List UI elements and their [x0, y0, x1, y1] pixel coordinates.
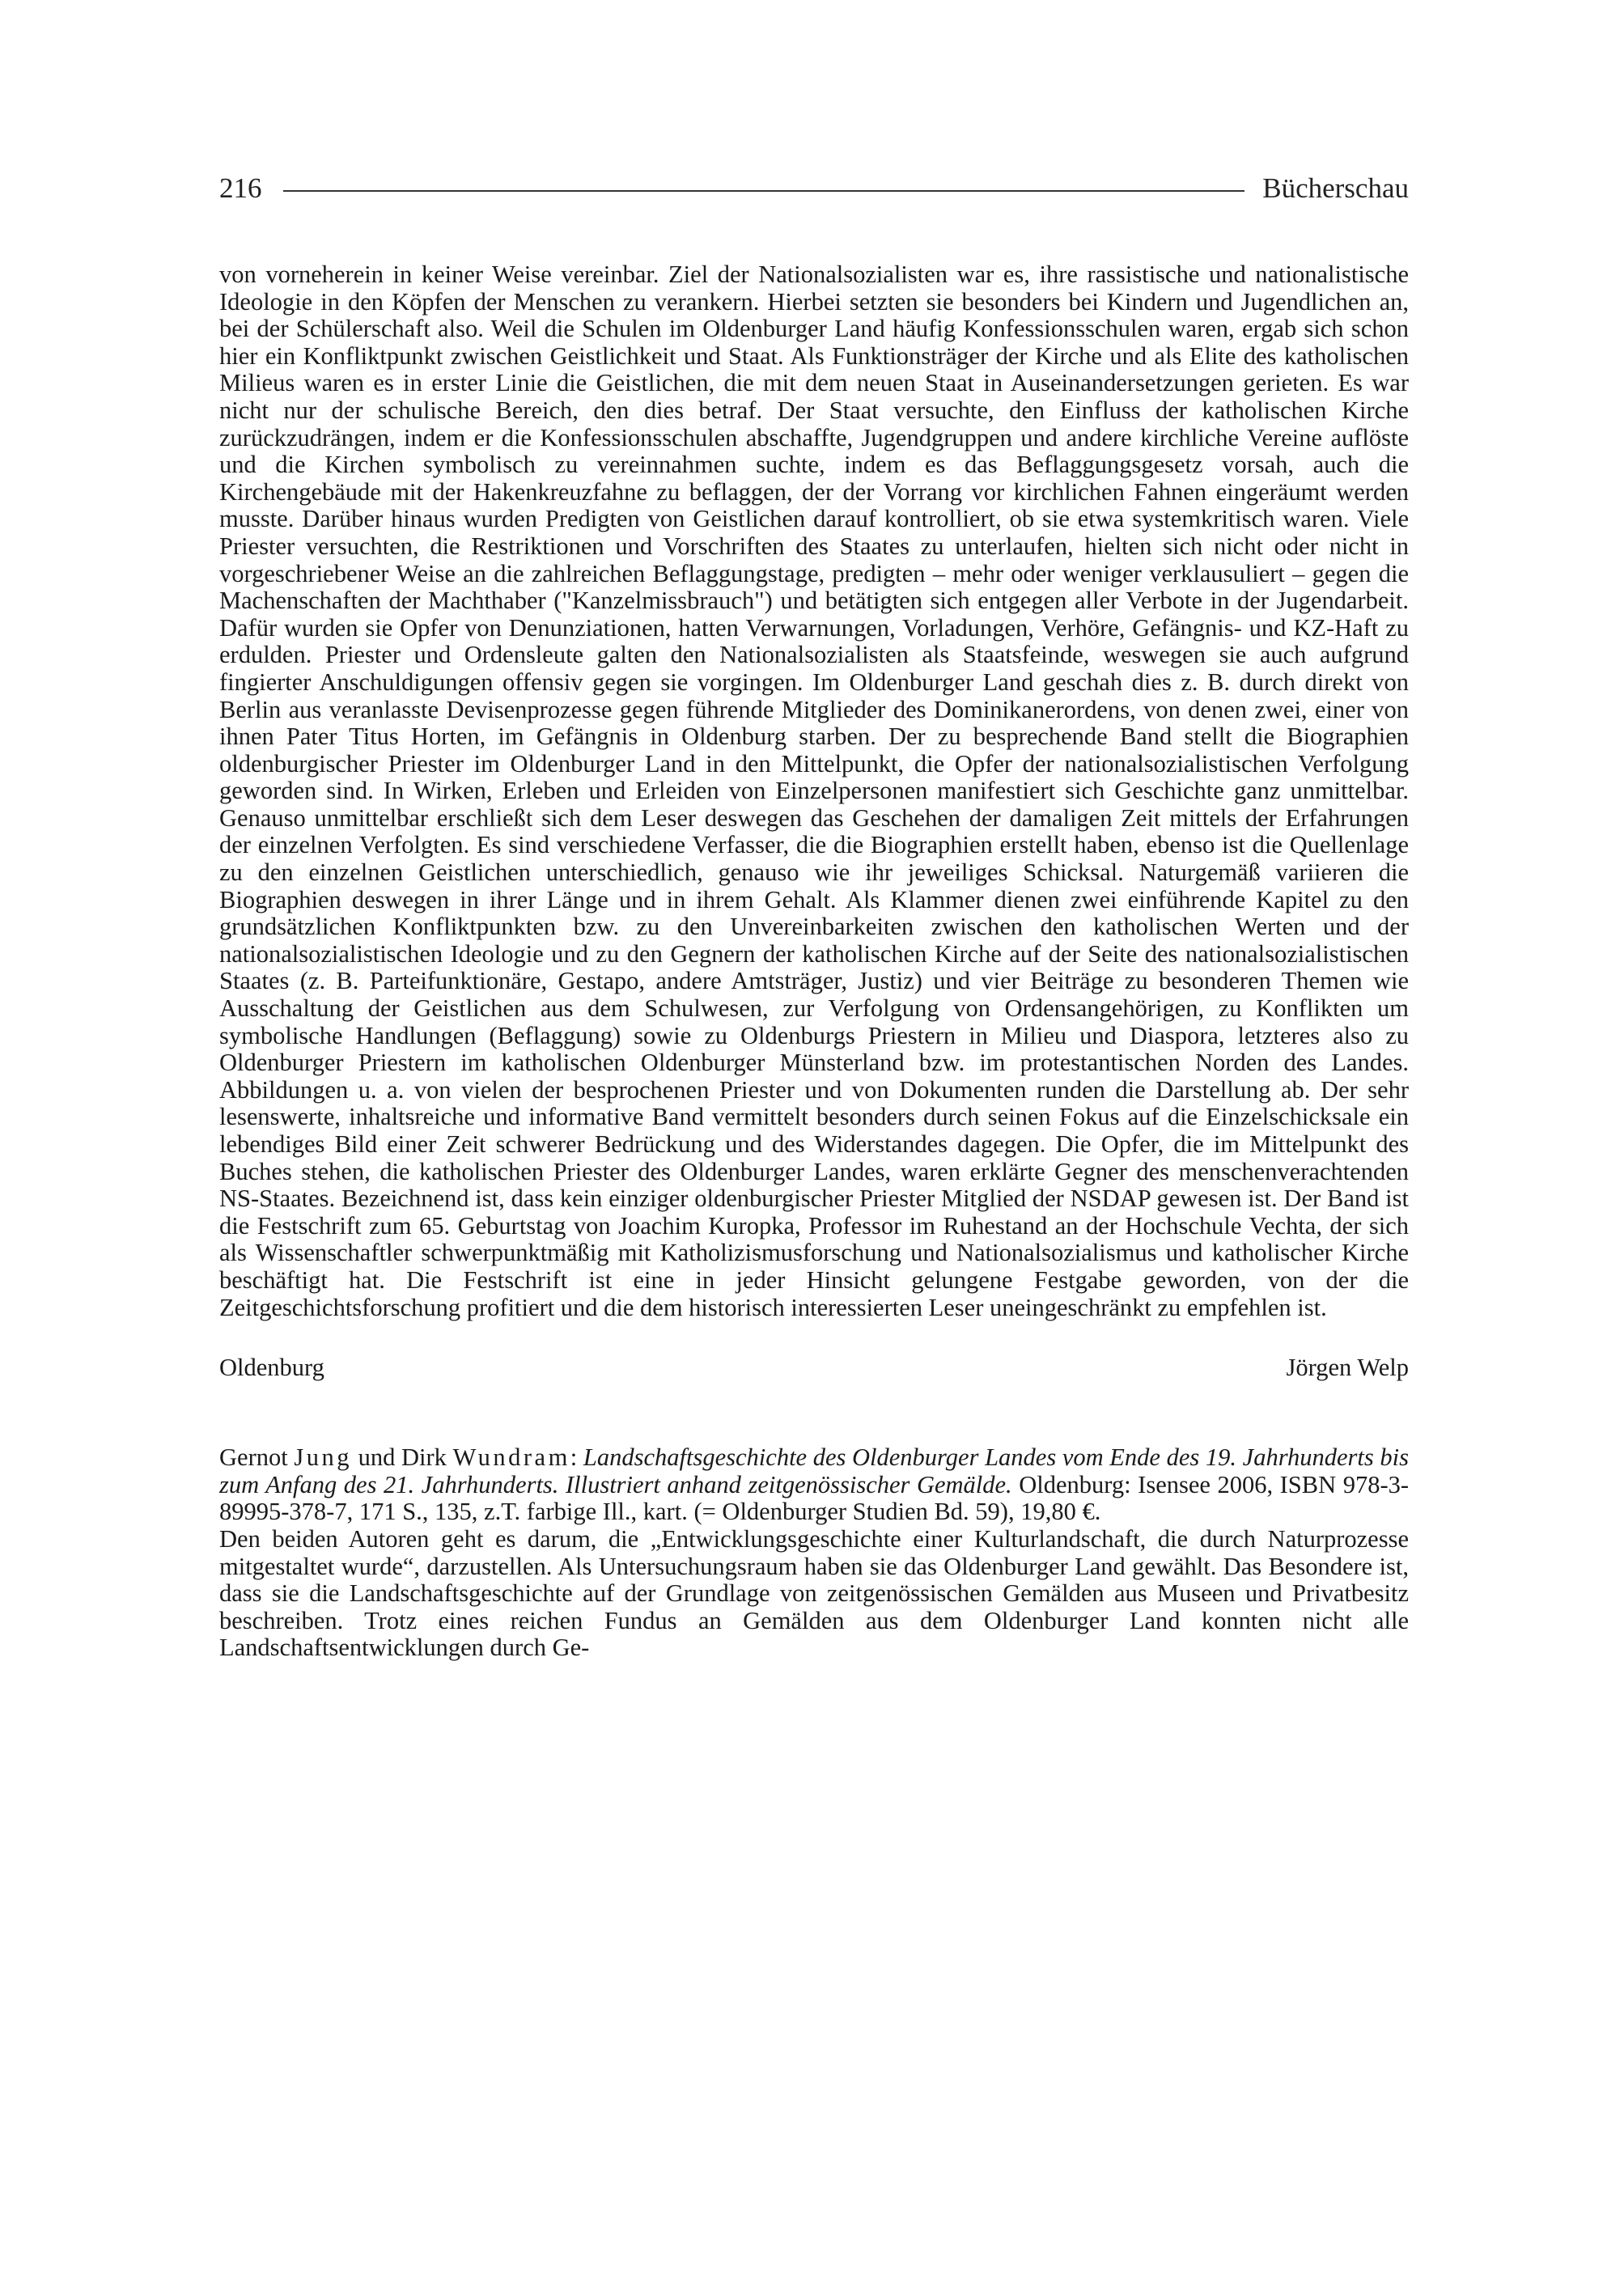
author-1-surname: Jung	[294, 1443, 352, 1472]
running-header	[219, 166, 1409, 211]
book-reference	[219, 1444, 1409, 1526]
book-title: Landschaftsgeschichte des Oldenburger Landes vom Ende des 19. Jahrhunderts bis zum Anfang des 21. Jahrhunderts. Illustriert anhand zeitgenössischer Gemälde.	[219, 1443, 1410, 1498]
section-title: Bücherschau	[1262, 172, 1409, 204]
book-page	[219, 166, 1409, 1662]
publication-details: Oldenburg: Isensee 2006, ISBN 978-3-89995-378-7, 171 S., 135, z.T. farbige Ill., kart. (= Oldenburger Studien Bd. 59), 19,80 €.	[219, 1470, 1410, 1526]
review-paragraph: von vorneherein in keiner Weise vereinbar. Ziel der Nationalsozialisten war es, ihre rassistische und nationalistische Ideologie in den Köpfen der Menschen zu verankern. Hierbei setzten sie besonders bei Kindern und Jugendlichen an, bei der Schülerschaft also. Weil die Schulen im Oldenburger Land häufig Konfessionsschulen waren, ergab sich schon hier ein Konfliktpunkt zwischen Geistlichkeit und Staat. Als Funktionsträger der Kirche und als Elite des katholischen Milieus waren es in erster Linie die Geistlichen, die mit dem neuen Staat in Auseinandersetzungen gerieten. Es war nicht nur der schulische Bereich, den dies betraf. Der Staat versuchte, den Einfluss der katholischen Kirche zurückzudrängen, indem er die Konfessionsschulen abschaffte, Jugendgruppen und andere kirchliche Vereine auflöste und die Kirchen symbolisch zu vereinnahmen suchte, indem es das Beflaggungsgesetz vorsah, auch die Kirchengebäude mit der Hakenkreuzfahne zu beflaggen, der der Vorrang vor kirchlichen Fahnen eingeräumt werden musste. Darüber hinaus wurden Predigten von Geistlichen darauf kontrolliert, ob sie etwa systemkritisch waren. Viele Priester versuchten, die Restriktionen und Vorschriften des Staates zu unterlaufen, hielten sich nicht oder nicht in vorgeschriebener Weise an die zahlreichen Beflaggungstage, predigten – mehr oder weniger verklausuliert – gegen die Machenschaften der Machthaber ("Kanzelmissbrauch") und betätigten sich entgegen aller Verbote in der Jugendarbeit. Dafür wurden sie Opfer von Denunziationen, hatten Verwarnungen, Vorladungen, Verhöre, Gefängnis- und KZ-Haft zu erdulden. Priester und Ordensleute galten den Nationalsozialisten als Staatsfeinde, weswegen sie auch aufgrund fingierter Anschuldigungen offensiv gegen sie vorgingen. Im Oldenburger Land geschah dies z. B. durch direkt von Berlin aus veranlasste Devisenprozesse gegen führende Mitglieder des Dominikanerordens, von denen zwei, einer von ihnen Pater Titus Horten, im Gefängnis in Oldenburg starben. Der zu besprechende Band stellt die Biographien oldenburgischer Priester im Oldenburger Land in den Mittelpunkt, die Opfer der nationalsozialistischen Verfolgung geworden sind. In Wirken, Erleben und Erleiden von Einzelpersonen manifestiert sich Geschichte ganz unmittelbar. Genauso unmittelbar erschließt sich dem Leser deswegen das Geschehen der damaligen Zeit mittels der Erfahrungen der einzelnen Verfolgten. Es sind verschiedene Verfasser, die die Biographien erstellt haben, ebenso ist die Quellenlage zu den einzelnen Geistlichen unterschiedlich, genauso wie ihr jeweiliges Schicksal. Naturgemäß variieren die Biographien deswegen in ihrer Länge und in ihrem Gehalt. Als Klammer dienen zwei einführende Kapitel zu den grundsätzlichen Konfliktpunkten bzw. zu den Unvereinbarkeiten zwischen den katholischen Werten und der nationalsozialistischen Ideologie und zu den Gegnern der katholischen Kirche auf der Seite des nationalsozialistischen Staates (z. B. Parteifunktionäre, Gestapo, andere Amtsträger, Justiz) und vier Beiträge zu besonderen Themen wie Ausschaltung der Geistlichen aus dem Schulwesen, zur Verfolgung von Ordensangehörigen, zu Konflikten um symbolische Handlungen (Beflaggung) sowie zu Oldenburgs Priestern in Milieu und Diaspora, letzteres also zu Oldenburger Priestern im katholischen Oldenburger Münsterland bzw. im protestantischen Norden des Landes. Abbildungen u. a. von vielen der besprochenen Priester und von Dokumenten runden die Darstellung ab. Der sehr lesenswerte, inhaltsreiche und informative Band vermittelt besonders durch seinen Fokus auf die Einzelschicksale ein lebendiges Bild einer Zeit schwerer Bedrückung und des Widerstandes dagegen. Die Opfer, die im Mittelpunkt des Buches stehen, die katholischen Priester des Oldenburger Landes, waren erklärte Gegner des menschenverachtenden NS-Staates. Bezeichnend ist, dass kein einziger oldenburgischer Priester Mitglied der NSDAP gewesen ist. Der Band ist die Festschrift zum 65. Geburtstag von Joachim Kuropka, Professor im Ruhestand an der Hochschule Vechta, der sich als Wissenschaftler schwerpunktmäßig mit Katholizismusforschung und Nationalsozialismus und katholischer Kirche beschäftigt hat. Die Festschrift ist eine in jeder Hinsicht gelungene Festgabe geworden, von der die Zeitgeschichtsforschung profitiert und die dem historisch interessierten Leser uneingeschränkt zu empfehlen ist.	[219, 261, 1409, 1321]
review-place: Oldenburg	[219, 1354, 324, 1382]
author-colon: :	[570, 1443, 578, 1472]
author-2-surname: Wundram	[452, 1443, 570, 1472]
author-2-firstname: Dirk	[401, 1443, 447, 1472]
author-conjunction: und	[358, 1443, 396, 1472]
page-number: 216	[219, 172, 262, 204]
author-1-firstname: Gernot	[219, 1443, 288, 1472]
review-2-paragraph: Den beiden Autoren geht es darum, die „Entwicklungsgeschichte einer Kulturlandschaft, die durch Naturprozesse mitgestaltet wurde“, darzustellen. Als Untersuchungsraum haben sie das Oldenburger Land gewählt. Das Besondere ist, dass sie die Landschaftsgeschichte auf der Grundlage von zeitgenössischen Gemälden aus Museen und Privatbesitz beschreiben. Trotz eines reichen Fundus an Gemälden aus dem Oldenburger Land konnten nicht alle Landschaftsentwicklungen durch Ge-	[219, 1524, 1409, 1662]
review-body	[219, 261, 1409, 1321]
review-signature	[219, 1354, 1409, 1381]
header-rule	[283, 190, 1245, 192]
reviewer-name: Jörgen Welp	[1286, 1354, 1409, 1382]
